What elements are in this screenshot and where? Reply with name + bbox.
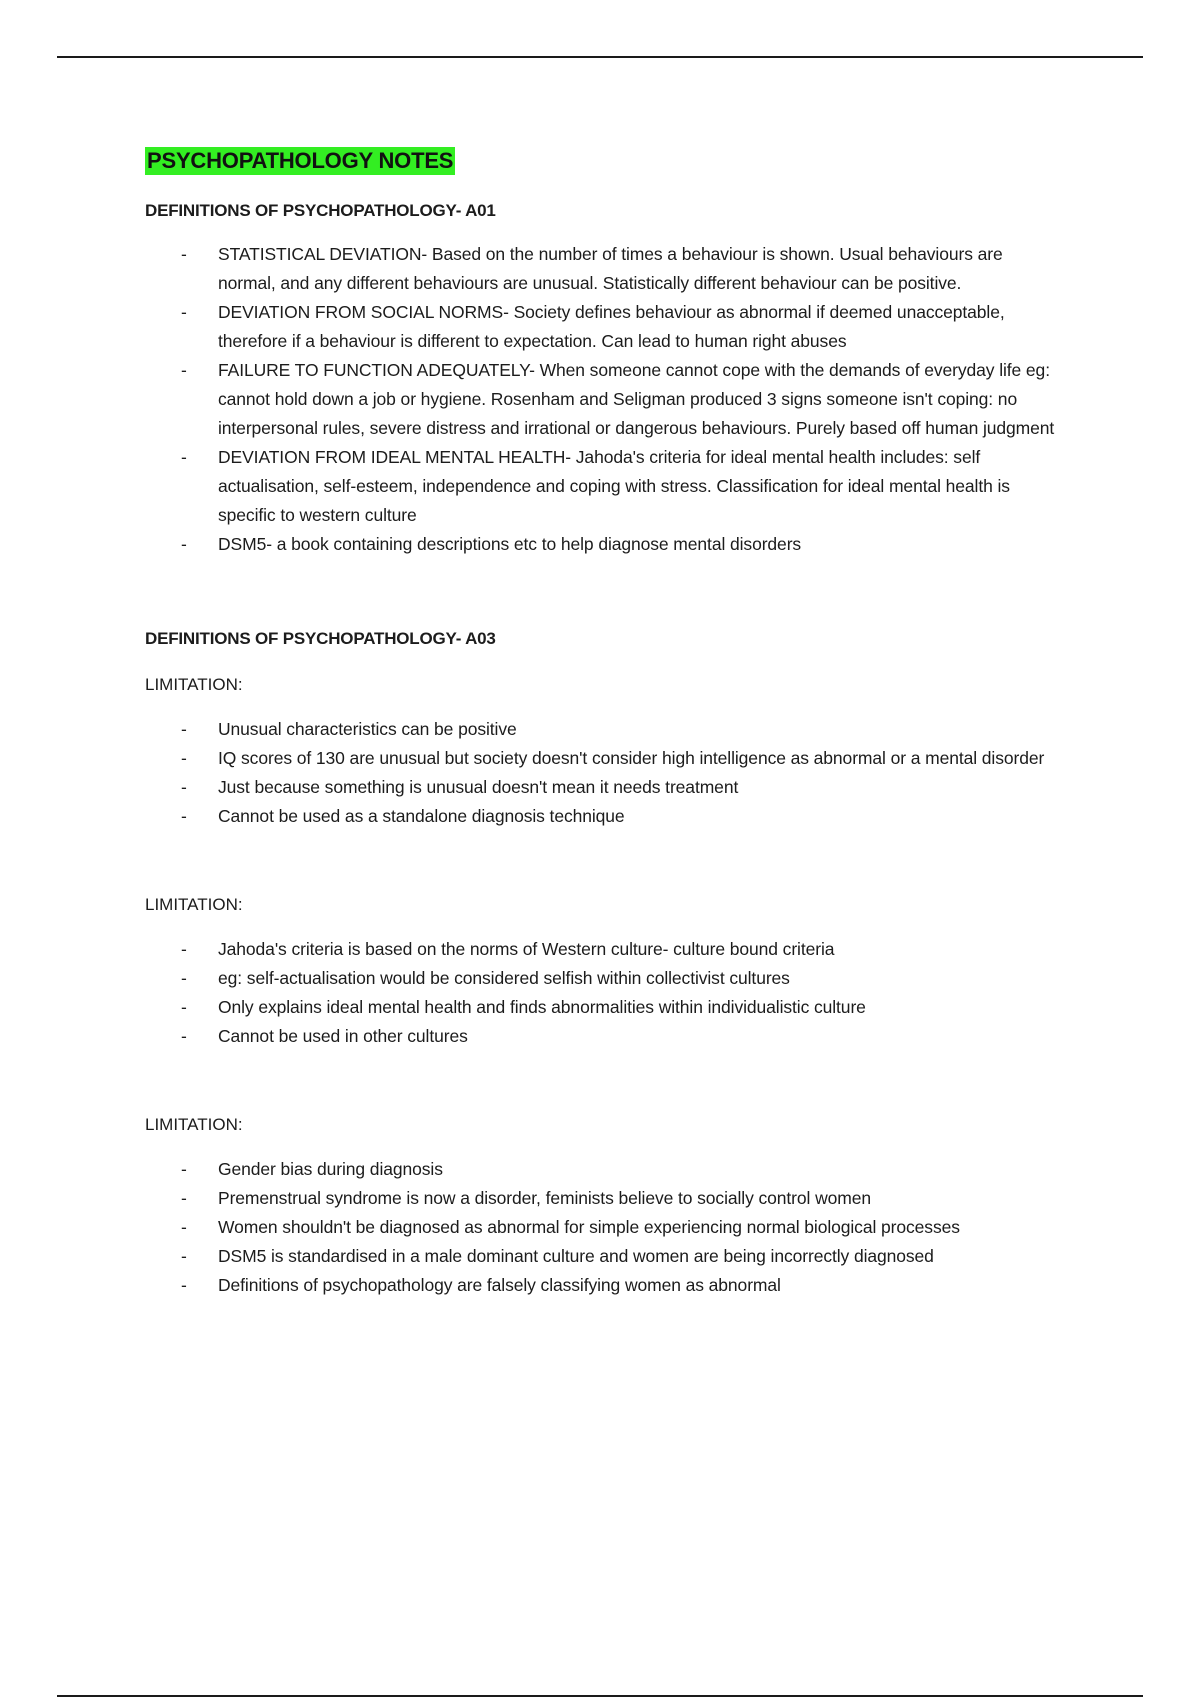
limitation-label: LIMITATION: <box>145 895 243 914</box>
limitation-list <box>145 935 1065 1051</box>
limitation-list <box>145 1155 1065 1300</box>
list-item: - DEVIATION FROM IDEAL MENTAL HEALTH- Jahoda's criteria for ideal mental health includes: self actualisation, self-esteem, independence and coping with stress. Classification for ideal mental health is specific to western culture <box>181 447 1010 525</box>
list-item: - eg: self-actualisation would be considered selfish within collectivist cultures <box>181 968 790 988</box>
list-item: - Cannot be used as a standalone diagnosis technique <box>181 806 625 826</box>
list-item: - Jahoda's criteria is based on the norms of Western culture- culture bound criteria <box>181 939 835 959</box>
list-item: - Just because something is unusual doesn't mean it needs treatment <box>181 777 739 797</box>
list-item: - IQ scores of 130 are unusual but society doesn't consider high intelligence as abnormal or a mental disorder <box>181 748 1045 768</box>
list-item: - Unusual characteristics can be positive <box>181 719 517 739</box>
list-item: - Cannot be used in other cultures <box>181 1026 468 1046</box>
a01-definitions-list <box>145 240 1065 559</box>
title-block <box>145 146 1065 179</box>
list-item: - STATISTICAL DEVIATION- Based on the number of times a behaviour is shown. Usual behaviours are normal, and any different behaviours are unusual. Statistically different behaviour can be positive. <box>181 244 1003 293</box>
limitation-label: LIMITATION: <box>145 1115 243 1134</box>
page-top-rule <box>57 56 1143 58</box>
list-item: - Premenstrual syndrome is now a disorder, feminists believe to socially control women <box>181 1188 871 1208</box>
list-item: - Only explains ideal mental health and finds abnormalities within individualistic culture <box>181 997 866 1017</box>
list-item: - Women shouldn't be diagnosed as abnormal for simple experiencing normal biological processes <box>181 1217 960 1237</box>
page-bottom-rule <box>57 1695 1143 1697</box>
list-item: - DSM5 is standardised in a male dominant culture and women are being incorrectly diagnosed <box>181 1246 934 1266</box>
limitation-list <box>145 715 1065 831</box>
list-item: - DSM5- a book containing descriptions etc to help diagnose mental disorders <box>181 534 802 554</box>
list-item: - FAILURE TO FUNCTION ADEQUATELY- When someone cannot cope with the demands of everyday life eg: cannot hold down a job or hygiene. Rosenham and Seligman produced 3 signs someone isn't coping: no interpersonal rules, severe distress and irrational or dangerous behaviours. Purely based off human judgment <box>181 360 1055 438</box>
section-heading-a01: DEFINITIONS OF PSYCHOPATHOLOGY- A01 <box>145 201 496 220</box>
document-body <box>145 146 1065 1300</box>
list-item: - DEVIATION FROM SOCIAL NORMS- Society defines behaviour as abnormal if deemed unacceptable, therefore if a behaviour is different to expectation. Can lead to human right abuses <box>181 302 1005 351</box>
page-title: PSYCHOPATHOLOGY NOTES <box>147 148 454 173</box>
section-heading-a03: DEFINITIONS OF PSYCHOPATHOLOGY- A03 <box>145 629 496 648</box>
list-item: - Definitions of psychopathology are falsely classifying women as abnormal <box>181 1275 781 1295</box>
list-item: - Gender bias during diagnosis <box>181 1159 443 1179</box>
limitation-label: LIMITATION: <box>145 675 243 694</box>
